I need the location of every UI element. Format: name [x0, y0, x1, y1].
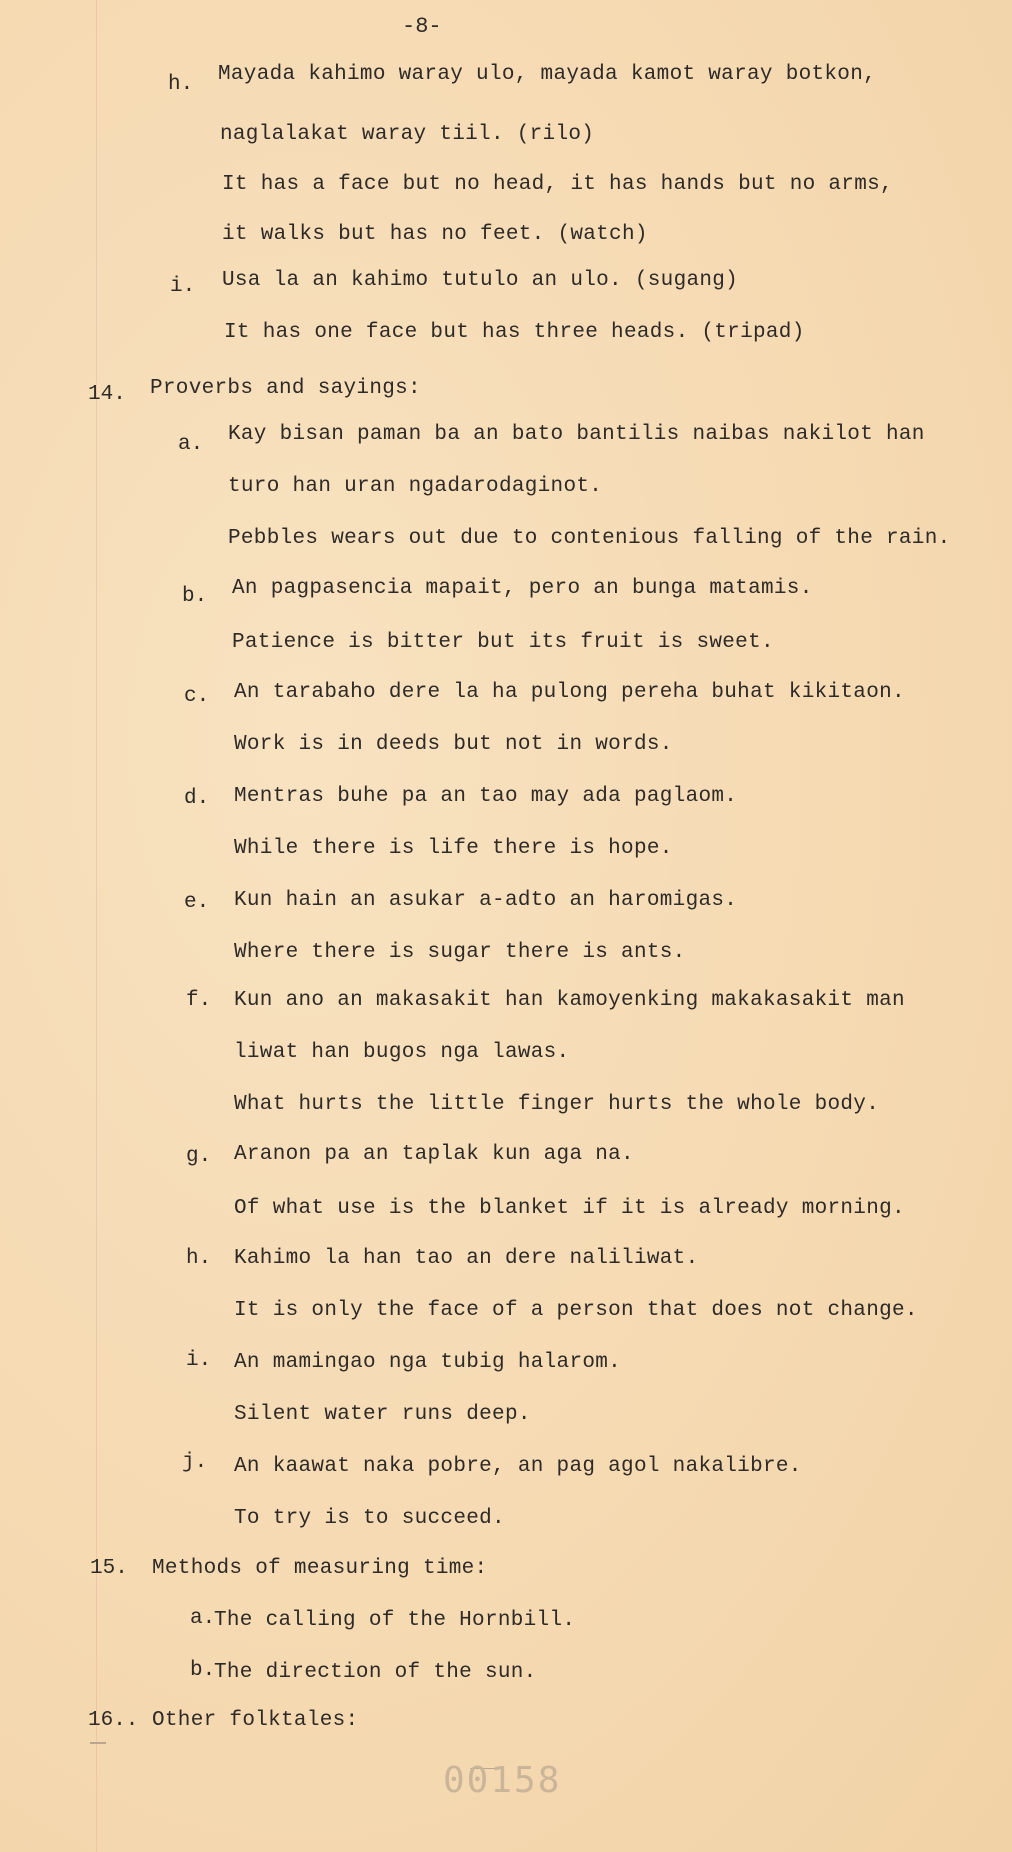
proverb-j-line-2: To try is to succeed.: [234, 1507, 505, 1530]
proverb-d-line-2: While there is life there is hope.: [234, 837, 673, 860]
proverb-a-line-3: Pebbles wears out due to contenious falling of the rain.: [228, 527, 951, 550]
proverb-label-c: c.: [184, 685, 210, 708]
riddle-label-i: i.: [170, 275, 196, 298]
proverb-d-line-1: Mentras buhe pa an tao may ada paglaom.: [234, 785, 738, 808]
section-15-title: Methods of measuring time:: [152, 1557, 488, 1580]
proverb-h-line-2: It is only the face of a person that does not change.: [234, 1299, 918, 1322]
proverb-b-line-1: An pagpasencia mapait, pero an bunga matamis.: [232, 577, 813, 600]
proverb-a-line-2: turo han uran ngadarodaginot.: [228, 475, 603, 498]
proverb-c-line-2: Work is in deeds but not in words.: [234, 733, 673, 756]
proverb-label-h: h.: [186, 1247, 212, 1270]
proverb-a-line-1: Kay bisan paman ba an bato bantilis naibas nakilot han: [228, 423, 925, 446]
proverb-b-line-2: Patience is bitter but its fruit is sweet.: [232, 631, 774, 654]
proverb-label-f: f.: [186, 989, 212, 1012]
section-15-number: 15.: [90, 1557, 128, 1580]
time-label-a: a.: [190, 1607, 216, 1630]
proverb-g-line-2: Of what use is the blanket if it is already morning.: [234, 1197, 905, 1220]
proverb-label-d: d.: [184, 787, 210, 810]
section-16-title: Other folktales:: [152, 1709, 359, 1732]
riddle-h-line-4: it walks but has no feet. (watch): [222, 223, 648, 246]
proverb-label-b: b.: [182, 585, 208, 608]
time-item-b: The direction of the sun.: [214, 1661, 537, 1684]
proverb-f-line-2: liwat han bugos nga lawas.: [234, 1041, 570, 1064]
time-label-b: b.: [190, 1659, 216, 1682]
proverb-j-line-1: An kaawat naka pobre, an pag agol nakalibre.: [234, 1455, 802, 1478]
riddle-h-line-3: It has a face but no head, it has hands but no arms,: [222, 173, 893, 196]
pencil-mark: [90, 1742, 106, 1744]
proverb-c-line-1: An tarabaho dere la ha pulong pereha buhat kikitaon.: [234, 681, 905, 704]
riddle-i-line-2: It has one face but has three heads. (tripad): [224, 321, 805, 344]
riddle-label-h: h.: [168, 73, 194, 96]
proverb-i-line-2: Silent water runs deep.: [234, 1403, 531, 1426]
page-number: -8-: [402, 14, 442, 39]
proverb-label-j: j.: [182, 1451, 208, 1474]
proverb-label-e: e.: [184, 891, 210, 914]
section-14-title: Proverbs and sayings:: [150, 377, 421, 400]
proverb-f-line-1: Kun ano an makasakit han kamoyenking makakasakit man: [234, 989, 905, 1012]
section-14-number: 14.: [88, 383, 126, 406]
proverb-label-i: i.: [186, 1349, 212, 1372]
proverb-f-line-3: What hurts the little finger hurts the whole body.: [234, 1093, 880, 1116]
proverb-i-line-1: An mamingao nga tubig halarom.: [234, 1351, 622, 1374]
archive-stamp-number: 00158: [443, 1760, 562, 1801]
section-16-number: 16..: [88, 1709, 139, 1732]
time-item-a: The calling of the Hornbill.: [214, 1609, 576, 1632]
riddle-h-line-1: Mayada kahimo waray ulo, mayada kamot waray botkon,: [218, 63, 877, 86]
proverb-h-line-1: Kahimo la han tao an dere naliliwat.: [234, 1247, 699, 1270]
riddle-i-line-1: Usa la an kahimo tutulo an ulo. (sugang): [222, 269, 739, 292]
proverb-e-line-1: Kun hain an asukar a-adto an haromigas.: [234, 889, 738, 912]
riddle-h-line-2: naglalakat waray tiil. (rilo): [220, 123, 595, 146]
proverb-e-line-2: Where there is sugar there is ants.: [234, 941, 686, 964]
proverb-label-a: a.: [178, 433, 204, 456]
proverb-label-g: g.: [186, 1145, 212, 1168]
proverb-g-line-1: Aranon pa an taplak kun aga na.: [234, 1143, 634, 1166]
